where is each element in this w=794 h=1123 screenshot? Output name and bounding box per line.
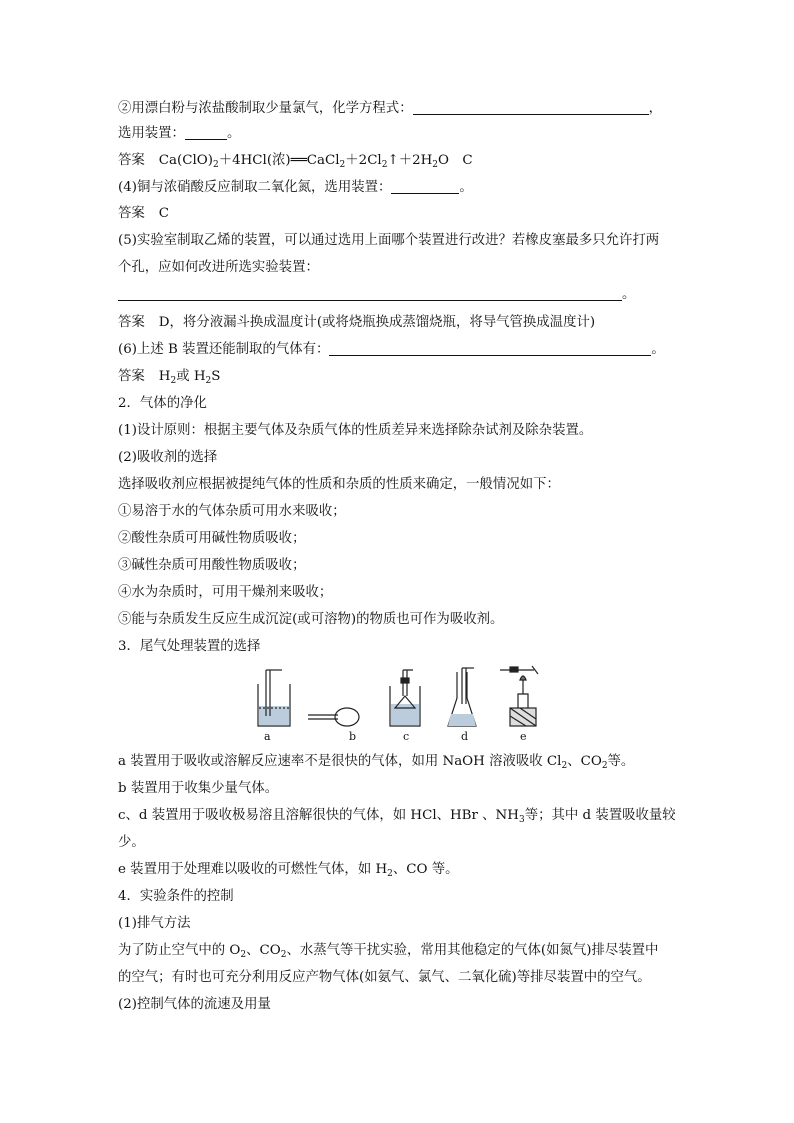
body-text: 、CO 等。 — [392, 862, 459, 877]
body-text: ⑤能与杂质发生反应生成沉淀(或可溶物)的物质也可作为吸收剂。 — [118, 612, 504, 627]
apparatus-e-icon — [500, 666, 538, 726]
equation-part: Ca(ClO) — [158, 153, 213, 168]
body-text: 少。 — [118, 835, 145, 850]
device-select-line — [118, 124, 240, 144]
body-text: (2)吸收剂的选择 — [118, 450, 218, 465]
body-text: e 装置用于处理难以吸收的可燃性气体，如 H — [118, 862, 388, 877]
answer-label: 答案 — [118, 206, 145, 221]
subscript: 2 — [381, 160, 388, 170]
list-item — [118, 610, 503, 630]
list-item — [118, 556, 305, 576]
question-6-line — [118, 340, 665, 360]
subscript: 2 — [561, 761, 568, 771]
punctuation: 。 — [459, 180, 473, 195]
answer-line — [118, 313, 595, 333]
heading-text: 3．尾气处理装置的选择 — [118, 639, 261, 654]
answer-blank — [413, 100, 649, 115]
question-2-line — [118, 99, 662, 119]
paragraph-line — [118, 752, 634, 772]
body-text: (1)设计原则：根据主要气体及杂质气体的性质差异来选择除杂试剂及除杂装置。 — [118, 423, 593, 438]
answer-text: C — [158, 206, 170, 221]
subscript: 2 — [170, 376, 177, 386]
question-text: 个孔，应如何改进所选实验装置： — [118, 260, 319, 275]
answer-line — [118, 151, 473, 171]
section-heading — [118, 887, 234, 907]
answer-label: 答案 — [118, 369, 145, 384]
punctuation: 。 — [226, 126, 241, 141]
equation-part: ＋2Cl — [345, 153, 382, 168]
equation-part: ↑＋2H — [387, 153, 433, 168]
body-text: 选择吸收剂应根据被提纯气体的性质和杂质的性质来确定，一般情况如下： — [118, 477, 560, 492]
apparatus-figure — [250, 664, 550, 746]
section-heading — [118, 637, 260, 657]
equation-part: O C — [438, 153, 473, 168]
figure-label-e: e — [520, 730, 527, 743]
subscript: 2 — [212, 160, 219, 170]
apparatus-b-icon — [308, 708, 359, 726]
question-text: (5)实验室制取乙烯的装置，可以通过选用上面哪个装置进行改进？若橡皮塞最多只允许打两 — [118, 233, 660, 248]
answer-label: 答案 — [118, 315, 145, 330]
body-text: ④水为杂质时，可用干燥剂来吸收； — [118, 585, 333, 600]
answer-blank-line — [118, 285, 635, 305]
answer-blank — [329, 341, 651, 356]
answer-line — [118, 367, 220, 387]
apparatus-c-icon — [390, 670, 420, 726]
subscript: 2 — [280, 950, 287, 960]
body-text: (2)控制气体的流速及用量 — [118, 997, 271, 1012]
subscript: 2 — [339, 160, 346, 170]
paragraph-line — [118, 475, 560, 495]
figure-label-b: b — [349, 730, 357, 743]
body-text: (1)排气方法 — [118, 916, 191, 931]
body-text: ③碱性杂质可用酸性物质吸收； — [118, 558, 306, 573]
heading-text: 2．气体的净化 — [118, 396, 207, 411]
body-text: ②酸性杂质可用碱性物质吸收； — [118, 531, 306, 546]
body-text: 、水蒸气等干扰实验，常用其他稳定的气体(如氮气)排尽装置中 — [286, 943, 659, 958]
answer-blank — [185, 125, 227, 140]
answer-text: H — [158, 369, 171, 384]
question-text: ②用漂白粉与浓盐酸制取少量氯气，化学方程式： — [118, 101, 413, 116]
body-text: 的空气；有时也可充分利用反应产物气体(如氨气、氯气、二氧化硫)等排尽装置中的空气。 — [118, 970, 651, 985]
answer-label: 答案 — [118, 153, 145, 168]
list-item — [118, 529, 305, 549]
answer-text: D，将分液漏斗换成温度计(或将烧瓶换成蒸馏烧瓶，将导气管换成温度计) — [158, 315, 596, 330]
paragraph-line — [118, 779, 278, 799]
question-text: (4)铜与浓硝酸反应制取二氧化氮，选用装置： — [118, 180, 392, 195]
subscript: 2 — [601, 761, 608, 771]
question-text: 选用装置： — [118, 126, 185, 141]
apparatus-a-icon — [258, 670, 290, 726]
paragraph-line — [118, 833, 145, 853]
body-text: 等。 — [607, 754, 635, 769]
paragraph-line — [118, 860, 459, 880]
paragraph-line — [118, 806, 676, 826]
subscript: 2 — [240, 950, 247, 960]
paragraph-line — [118, 448, 217, 468]
body-text: 、CO — [246, 943, 281, 958]
question-4-line — [118, 178, 473, 198]
paragraph-line — [118, 421, 592, 441]
paragraph-line — [118, 941, 658, 961]
answer-blank — [118, 286, 622, 301]
subscript: 3 — [518, 815, 525, 825]
figure-label-c: c — [403, 730, 410, 743]
subscript: 2 — [432, 160, 439, 170]
answer-text: S — [211, 369, 221, 384]
subscript: 2 — [387, 869, 393, 879]
equation-part: ＋4HCl(浓)══CaCl — [218, 153, 340, 168]
answer-text: 或 H — [176, 369, 206, 384]
paragraph-line — [118, 995, 271, 1015]
answer-line — [118, 204, 169, 224]
paragraph-line — [118, 914, 191, 934]
punctuation: ， — [648, 101, 662, 116]
body-text: a 装置用于吸收或溶解反应速率不是很快的气体，如用 NaOH 溶液吸收 Cl — [118, 754, 562, 769]
figure-label-d: d — [461, 730, 469, 743]
body-text: 、CO — [567, 754, 602, 769]
question-5-line-2 — [118, 258, 319, 278]
list-item — [118, 583, 332, 603]
question-5-line — [118, 231, 659, 251]
paragraph-line — [118, 968, 651, 988]
body-text: 为了防止空气中的 O — [118, 943, 241, 958]
body-text: 等；其中 d 装置吸收量较 — [524, 808, 676, 823]
section-heading — [118, 394, 207, 414]
apparatus-d-icon — [448, 668, 476, 726]
body-text: c、d 装置用于吸收极易溶且溶解很快的气体，如 HCl、HBr 、NH — [118, 808, 519, 823]
question-text: (6)上述 B 装置还能制取的气体有： — [118, 342, 330, 357]
subscript: 2 — [205, 376, 212, 386]
punctuation: 。 — [622, 287, 636, 302]
punctuation: 。 — [651, 342, 665, 357]
figure-label-a: a — [264, 730, 271, 743]
body-text: ①易溶于水的气体杂质可用水来吸收； — [118, 504, 346, 519]
body-text: b 装置用于收集少量气体。 — [118, 781, 279, 796]
heading-text: 4．实验条件的控制 — [118, 889, 234, 904]
list-item — [118, 502, 346, 522]
answer-blank — [391, 179, 459, 194]
